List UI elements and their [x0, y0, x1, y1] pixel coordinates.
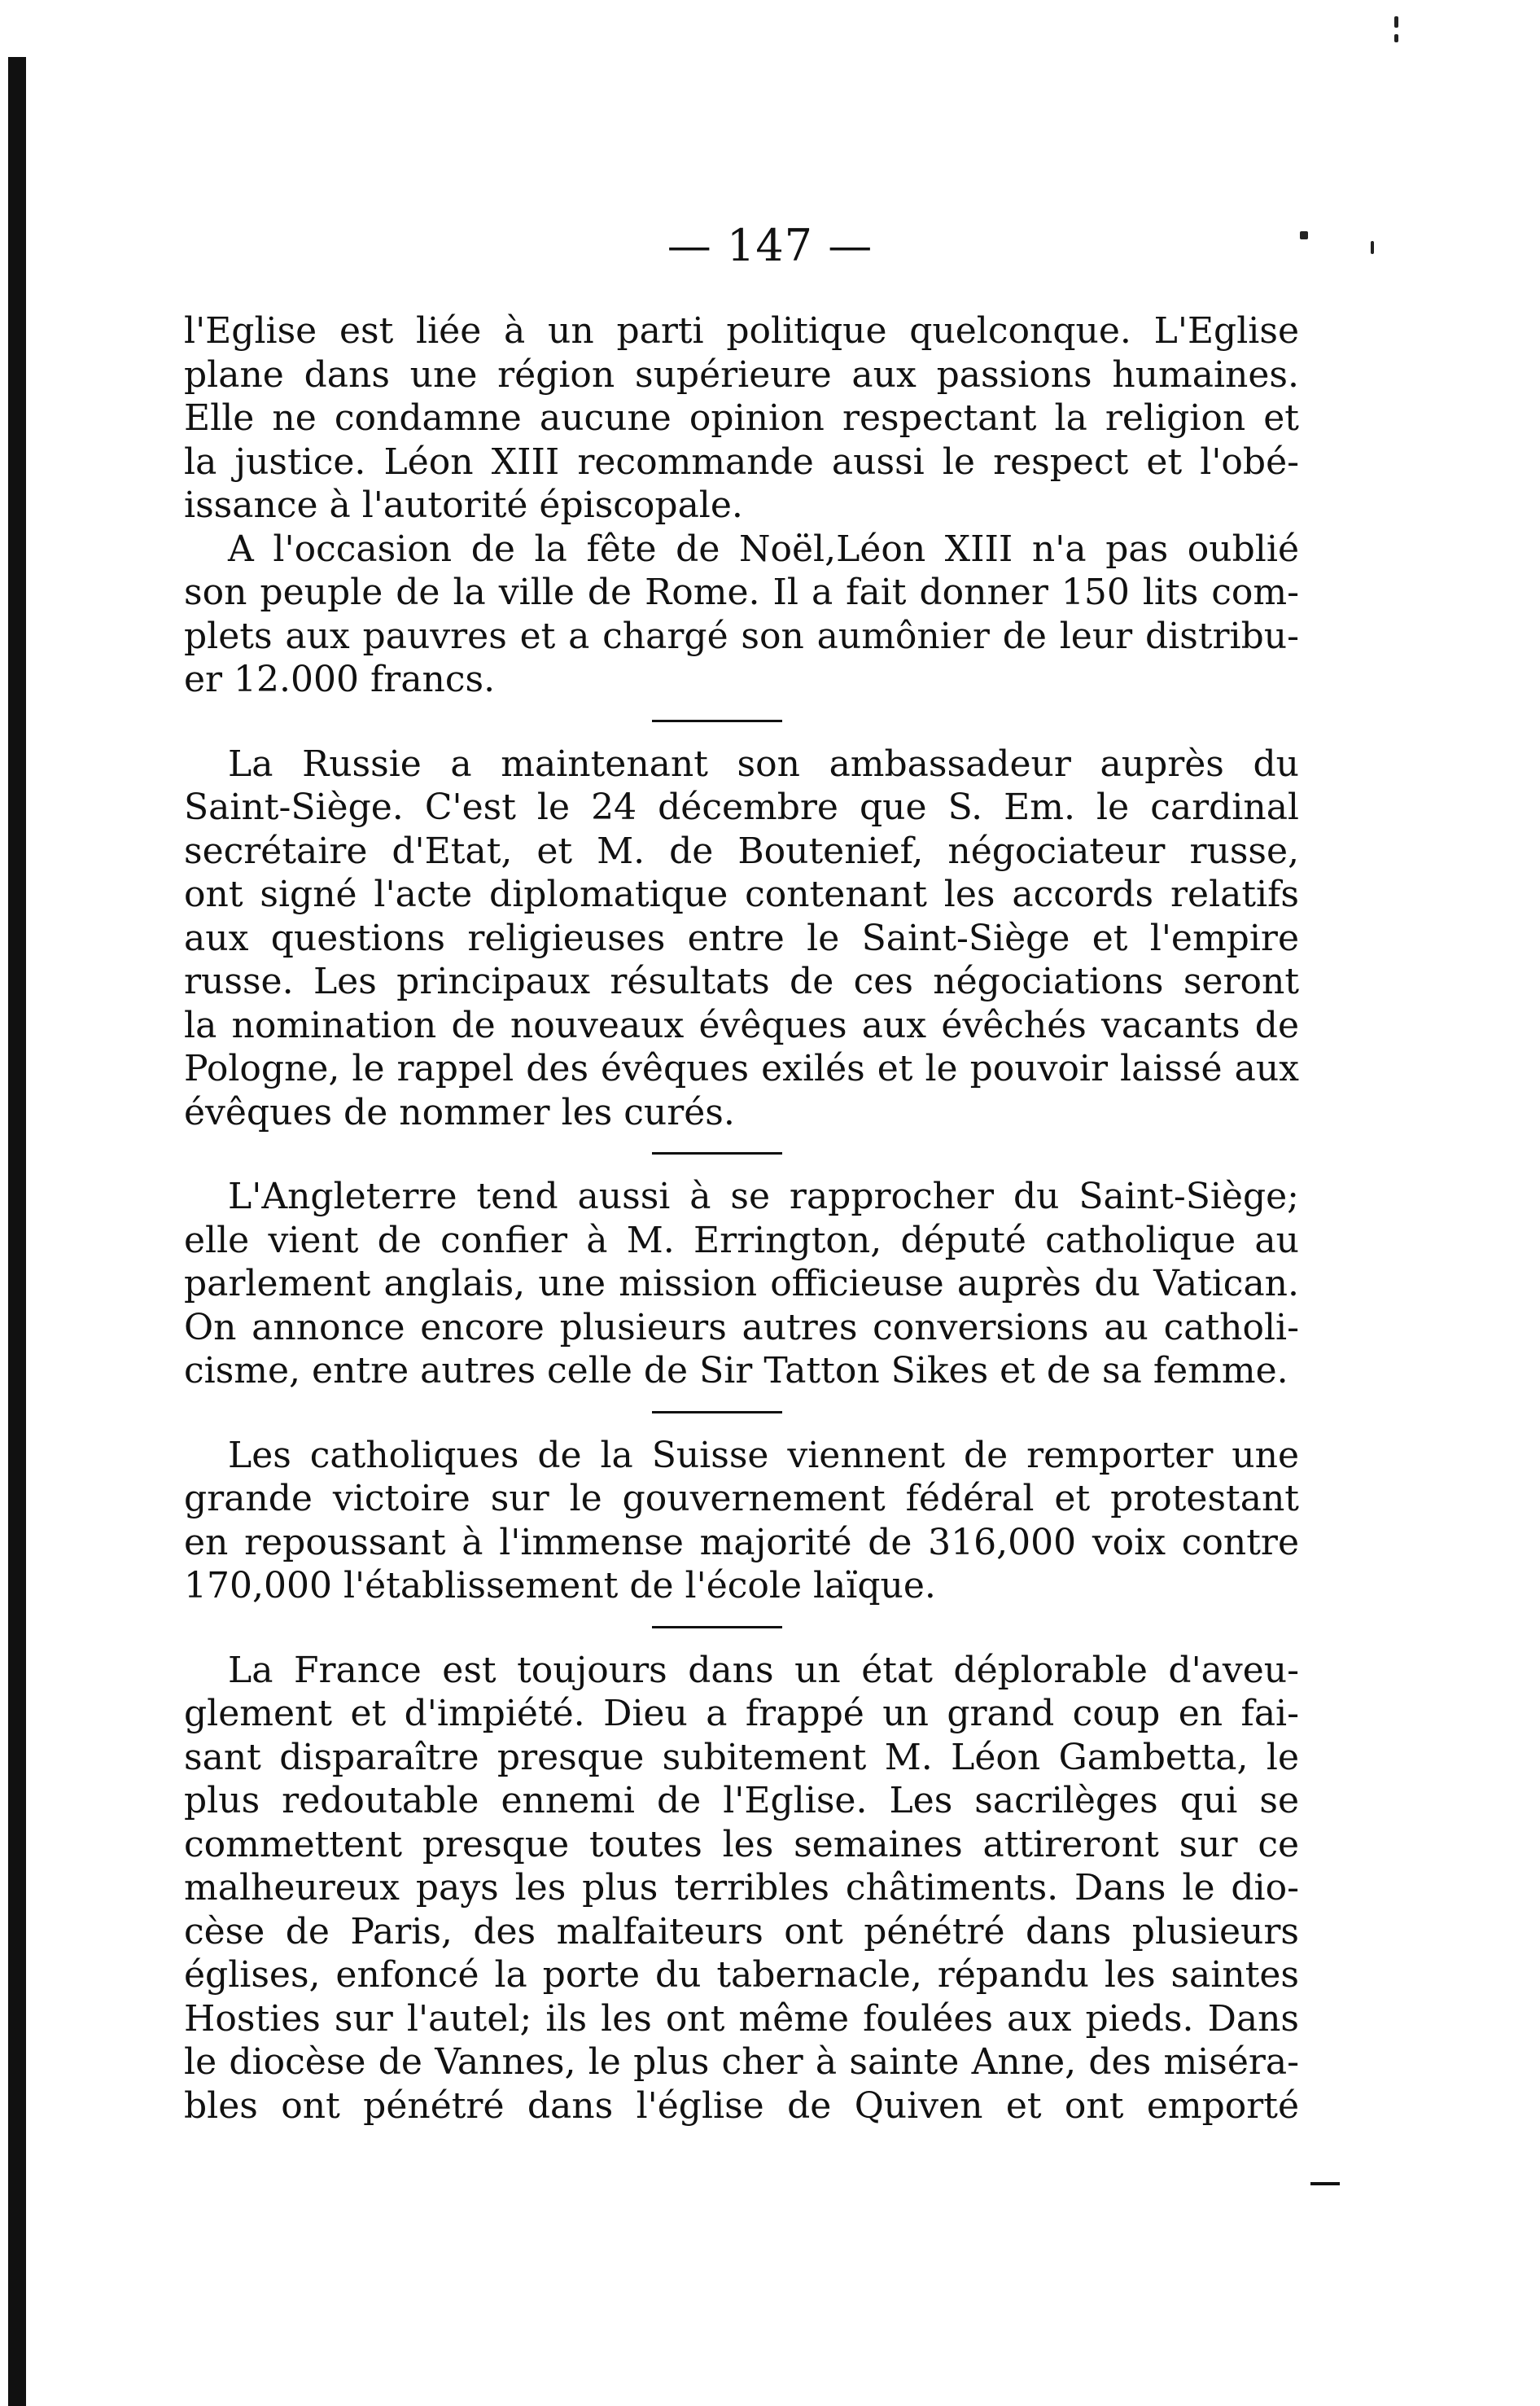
text-line: en repoussant à l'immense majorité de 316,000 voix contre [184, 1521, 1299, 1563]
ink-speck [1394, 34, 1398, 42]
text-line: bles ont pénétré dans l'église de Quiven et ont emporté [184, 2084, 1299, 2127]
text-line: le diocèse de Vannes, le plus cher à sainte Anne, des miséra- [184, 2041, 1299, 2083]
paragraph-russie [184, 743, 1299, 1135]
text-line: ont signé l'acte diplomatique contenant les accords relatifs [184, 874, 1299, 915]
text-line: plane dans une région supérieure aux passions humaines. [184, 353, 1299, 396]
text-line: Elle ne condamne aucune opinion respectant la religion et [184, 397, 1299, 439]
text-line: On annonce encore plusieurs autres conversions au catholi- [184, 1306, 1299, 1348]
text-line: La France est toujours dans un état déplorable d'aveu- [228, 1649, 1299, 1691]
text-line: issance à l'autorité épiscopale. [184, 484, 743, 526]
text-line: l'Eglise est liée à un parti politique quelconque. L'Eglise [184, 310, 1299, 352]
text-line: plets aux pauvres et a chargé son aumônier de leur distribu- [184, 615, 1299, 657]
text-line: glement et d'impiété. Dieu a frappé un grand coup en fai- [184, 1693, 1299, 1734]
text-line: er 12.000 francs. [184, 659, 496, 700]
text-line: 170,000 l'établissement de l'école laïque. [184, 1565, 936, 1606]
text-line: secrétaire d'Etat, et M. de Boutenief, négociateur russe, [184, 830, 1299, 872]
text-line: Les catholiques de la Suisse viennent de remporter une [228, 1434, 1299, 1476]
paragraph-eglise [184, 309, 1299, 528]
text-line: malheureux pays les plus terribles châtiments. Dans le dio- [184, 1867, 1299, 1909]
section-divider [652, 1626, 782, 1628]
text-line: commettent presque toutes les semaines attireront sur ce [184, 1823, 1299, 1865]
text-line: aux questions religieuses entre le Saint-Siège et l'empire [184, 917, 1299, 959]
paragraph-france [184, 1649, 1299, 2128]
text-line: Saint-Siège. C'est le 24 décembre que S. Em. le cardinal [184, 787, 1299, 828]
section-divider [652, 1152, 782, 1155]
text-line: cèse de Paris, des malfaiteurs ont pénétré dans plusieurs [184, 1910, 1299, 1952]
text-line: russe. Les principaux résultats de ces négociations seront [184, 961, 1299, 1002]
text-line: parlement anglais, une mission officieuse auprès du Vatican. [184, 1263, 1299, 1304]
text-line: Hosties sur l'autel; ils les ont même foulées aux pieds. Dans [184, 1997, 1299, 2040]
page-number: — 147 — [667, 220, 873, 271]
text-line: plus redoutable ennemi de l'Eglise. Les sacrilèges qui se [184, 1780, 1299, 1821]
paragraph-noel [184, 528, 1299, 702]
text-line: églises, enfoncé la porte du tabernacle, répandu les saintes [184, 1954, 1299, 1996]
text-line: La Russie a maintenant son ambassadeur auprès du [228, 743, 1299, 785]
text-line: cisme, entre autres celle de Sir Tatton Sikes et de sa femme. [184, 1350, 1288, 1391]
text-line: sant disparaître presque subitement M. Léon Gambetta, le [184, 1736, 1299, 1778]
catchword-dash [1310, 2182, 1340, 2185]
text-line: la justice. Léon XIII recommande aussi le respect et l'obé- [184, 440, 1299, 483]
paragraph-angleterre [184, 1175, 1299, 1393]
text-line: la nomination de nouveaux évêques aux évêchés vacants de [184, 1004, 1299, 1046]
text-line: A l'occasion de la fête de Noël,Léon XIII n'a pas oublié [228, 528, 1299, 570]
page-spine-shadow [8, 57, 26, 2406]
page-body [184, 309, 1299, 2128]
section-divider [652, 720, 782, 722]
text-line: elle vient de confier à M. Errington, député catholique au [184, 1219, 1299, 1261]
section-divider [652, 1411, 782, 1413]
text-line: son peuple de la ville de Rome. Il a fait donner 150 lits com- [184, 572, 1299, 613]
ink-speck [1394, 16, 1398, 28]
text-line: grande victoire sur le gouvernement fédéral et protestant [184, 1478, 1299, 1519]
text-line: Pologne, le rappel des évêques exilés et le pouvoir laissé aux [184, 1048, 1299, 1089]
text-line: évêques de nommer les curés. [184, 1091, 735, 1133]
paragraph-suisse [184, 1434, 1299, 1608]
text-line: L'Angleterre tend aussi à se rapprocher du Saint-Siège; [228, 1176, 1299, 1217]
